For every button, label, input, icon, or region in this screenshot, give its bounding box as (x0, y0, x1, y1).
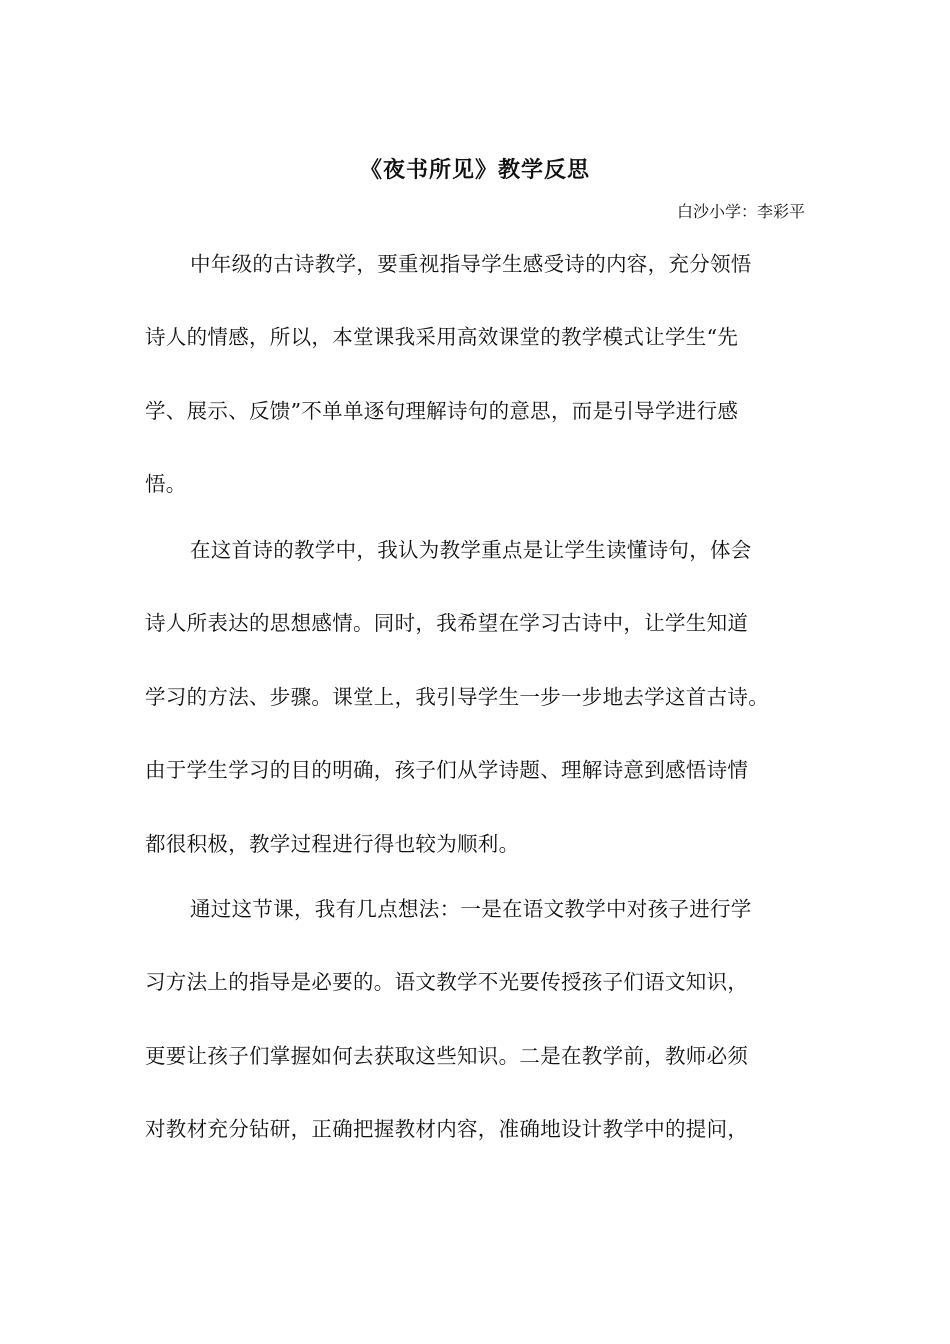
document-title: 《夜书所见》教学反思 (359, 157, 590, 183)
paragraph-3-line-3: 更要让孩子们掌握如何去获取这些知识。二是在教学前，教师必须 (145, 1044, 749, 1068)
author-line: 白沙小学：李彩平 (676, 202, 805, 221)
paragraph-2-line-3: 学习的方法、步骤。课堂上，我引导学生一步一步地去学这首古诗。 (145, 685, 769, 709)
paragraph-1-line-4: 悟。 (145, 472, 187, 496)
paragraph-2-line-4: 由于学生学习的目的明确，孩子们从学诗题、理解诗意到感悟诗情 (145, 758, 749, 782)
paragraph-3-line-2: 习方法上的指导是必要的。语文教学不光要传授孩子们语文知识， (145, 970, 749, 994)
paragraph-2-line-2: 诗人所表达的思想感情。同时，我希望在学习古诗中，让学生知道 (145, 611, 749, 635)
paragraph-2-line-5: 都很积极，教学过程进行得也较为顺利。 (145, 832, 520, 856)
paragraph-1-line-1: 中年级的古诗教学，要重视指导学生感受诗的内容，充分领悟 (190, 252, 752, 276)
paragraph-1-line-3: 学、展示、反馈”不单单逐句理解诗句的意思，而是引导学进行感 (145, 399, 739, 423)
paragraph-2-line-1: 在这首诗的教学中，我认为教学重点是让学生读懂诗句，体会 (190, 538, 752, 562)
paragraph-3-line-1: 通过这节课，我有几点想法：一是在语文教学中对孩子进行学 (190, 897, 752, 921)
paragraph-1-line-2: 诗人的情感，所以，本堂课我采用高效课堂的教学模式让学生“先 (145, 325, 739, 349)
paragraph-3-line-4: 对教材充分钻研，正确把握教材内容，准确地设计教学中的提问， (145, 1117, 749, 1141)
